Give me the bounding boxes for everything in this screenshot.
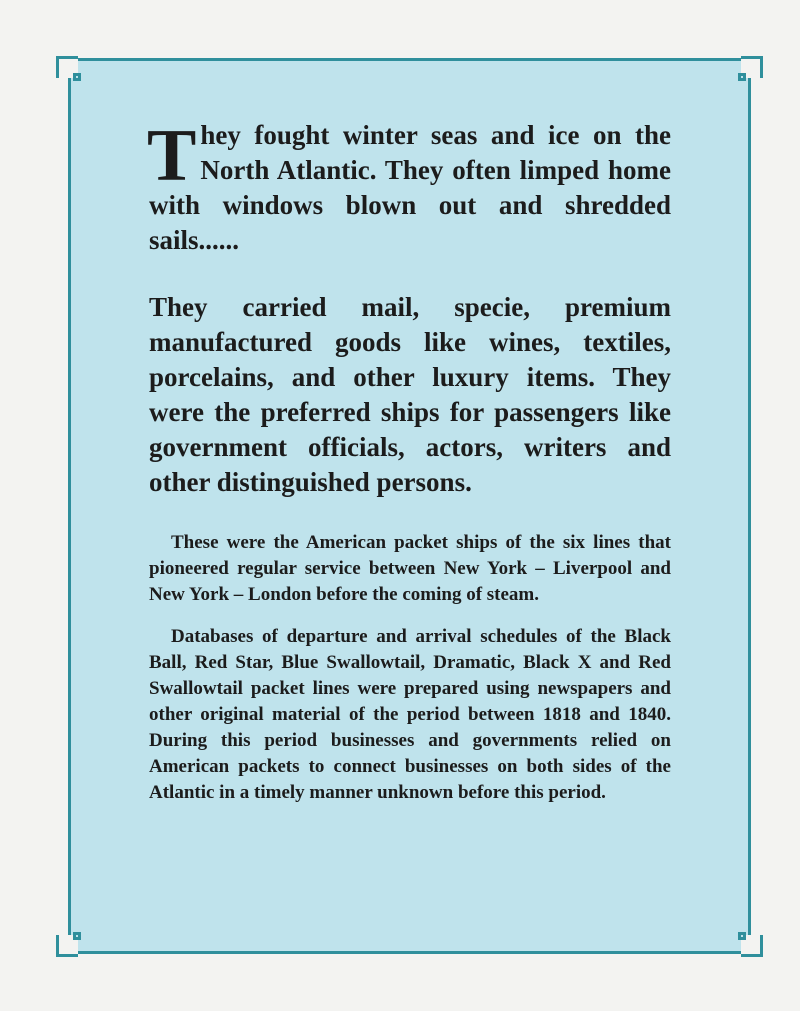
corner-ornament-top-left	[56, 56, 78, 78]
document-body	[147, 115, 671, 806]
intro-paragraph-text: hey fought winter seas and ice on the North Atlantic. They often limped home with windows blown out and shredded sails......	[149, 120, 671, 255]
corner-ornament-bottom-right	[741, 935, 763, 957]
packet-lines-paragraph: These were the American packet ships of the six lines that pioneered regular service between New York – Liverpool and New York – London before the coming of steam.	[149, 532, 671, 605]
drop-cap: T	[147, 115, 197, 197]
corner-ornament-top-right	[741, 56, 763, 78]
databases-paragraph: Databases of departure and arrival schedules of the Black Ball, Red Star, Blue Swallowtail, Dramatic, Black X and Red Swallowtail packet lines were prepared using newspapers and other original material of the period between 1818 and 1840. During this period businesses and governments relied on American packets to connect businesses on both sides of the Atlantic in a timely manner unknown before this period.	[149, 626, 671, 803]
corner-ornament-bottom-left	[56, 935, 78, 957]
intro-paragraph	[147, 115, 671, 258]
cargo-paragraph: They carried mail, specie, premium manufactured goods like wines, textiles, porcelains, and other luxury items. They were the preferred ships for passengers like government officials, actors, writers and other distinguished persons.	[149, 292, 671, 497]
